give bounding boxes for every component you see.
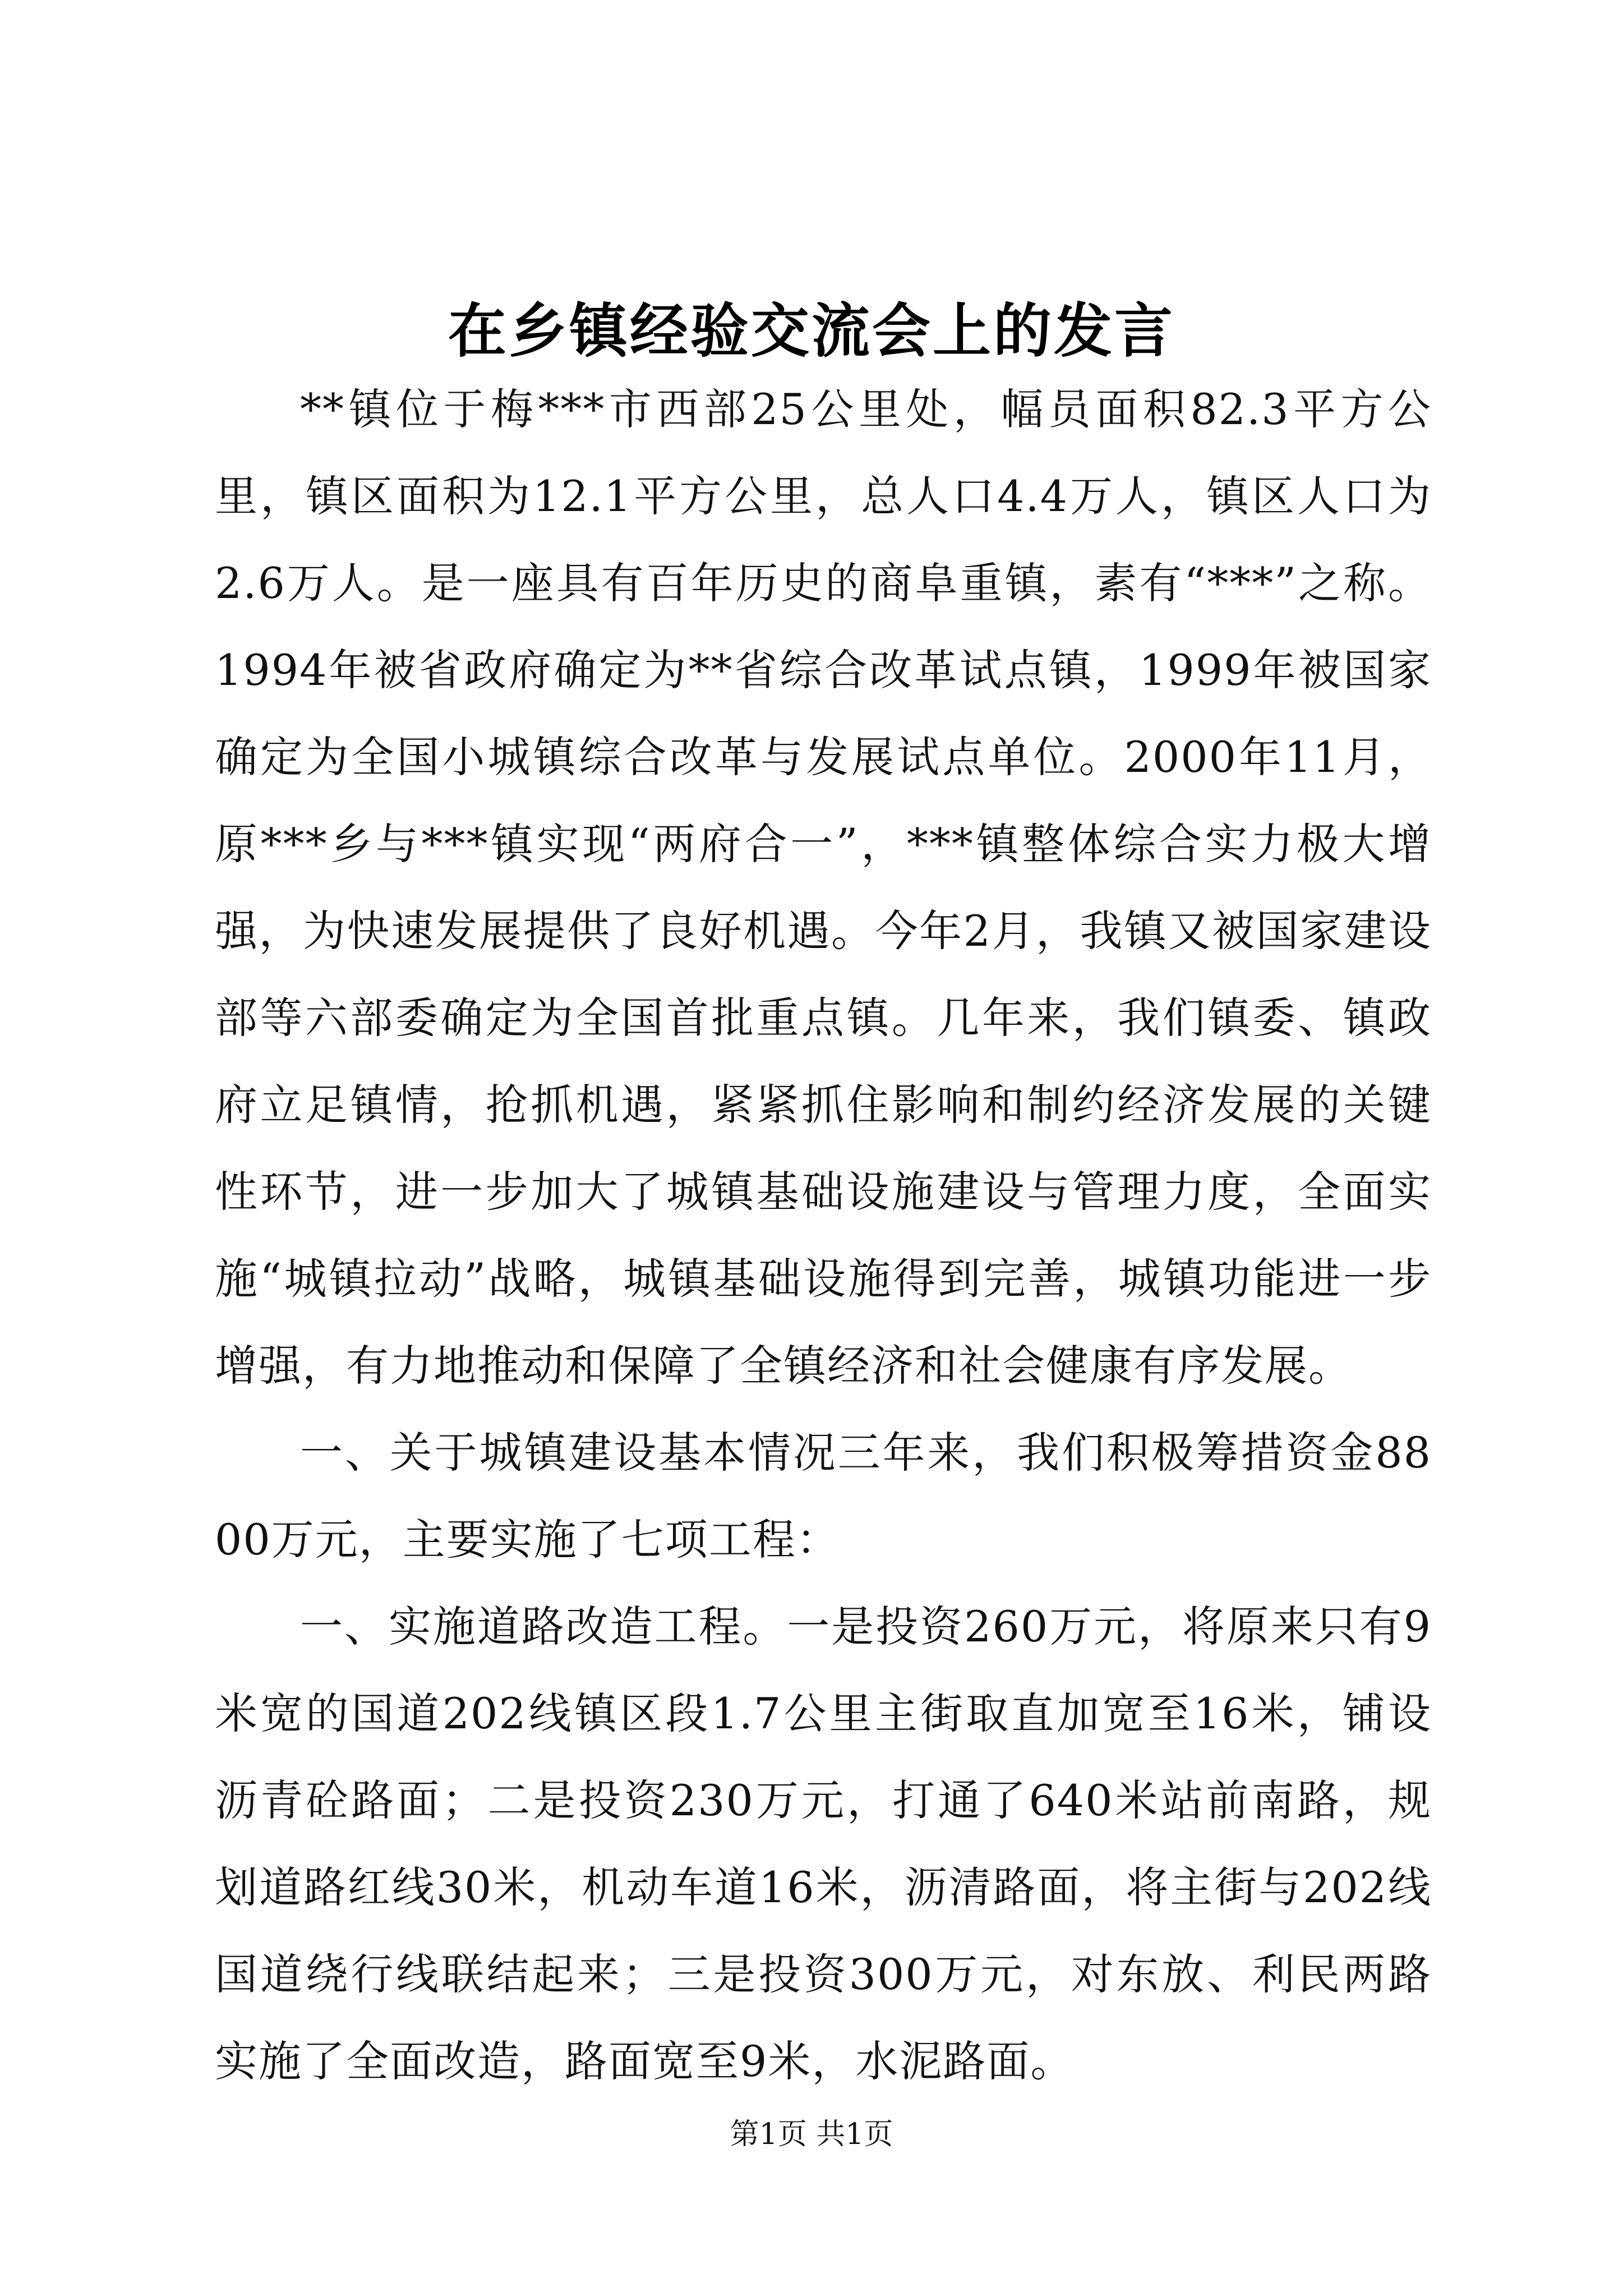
paragraph-road-project: 一、实施道路改造工程。一是投资260万元，将原来只有9米宽的国道202线镇区段1.7公里主街取直加宽至16米，铺设沥青砼路面；二是投资230万元，打通了640米站前南路，规划道路红线30米，机动车道16米，沥清路面，将主街与202线国道绕行线联结起来；三是投资300万元，对东放、利民两路实施了全面改造，路面宽至9米，水泥路面。 (215, 1602, 1432, 2086)
document-body (215, 366, 1432, 2105)
page-footer: 第1页 共1页 (730, 2118, 893, 2151)
document-title: 在乡镇经验交流会上的发言 (448, 296, 1175, 365)
paragraph-intro: **镇位于梅***市西部25公里处，幅员面积82.3平方公里，镇区面积为12.1平方公里，总人口4.4万人，镇区人口为2.6万人。是一座具有百年历史的商阜重镇，素有“***”之称。1994年被省政府确定为**省综合改革试点镇，1999年被国家确定为全国小城镇综合改革与发展试点单位。2000年11月，原***乡与***镇实现“两府合一”，***镇整体综合实力极大增强，为快速发展提供了良好机遇。今年2月，我镇又被国家建设部等六部委确定为全国首批重点镇。几年来，我们镇委、镇政府立足镇情，抢抓机遇，紧紧抓住影响和制约经济发展的关键性环节，进一步加大了城镇基础设施建设与管理力度，全面实施“城镇拉动”战略，城镇基础设施得到完善，城镇功能进一步增强，有力地推动和保障了全镇经济和社会健康有序发展。 (215, 384, 1432, 1391)
paragraph-section-one: 一、关于城镇建设基本情况三年来，我们积极筹措资金8800万元，主要实施了七项工程： (215, 1428, 1432, 1565)
